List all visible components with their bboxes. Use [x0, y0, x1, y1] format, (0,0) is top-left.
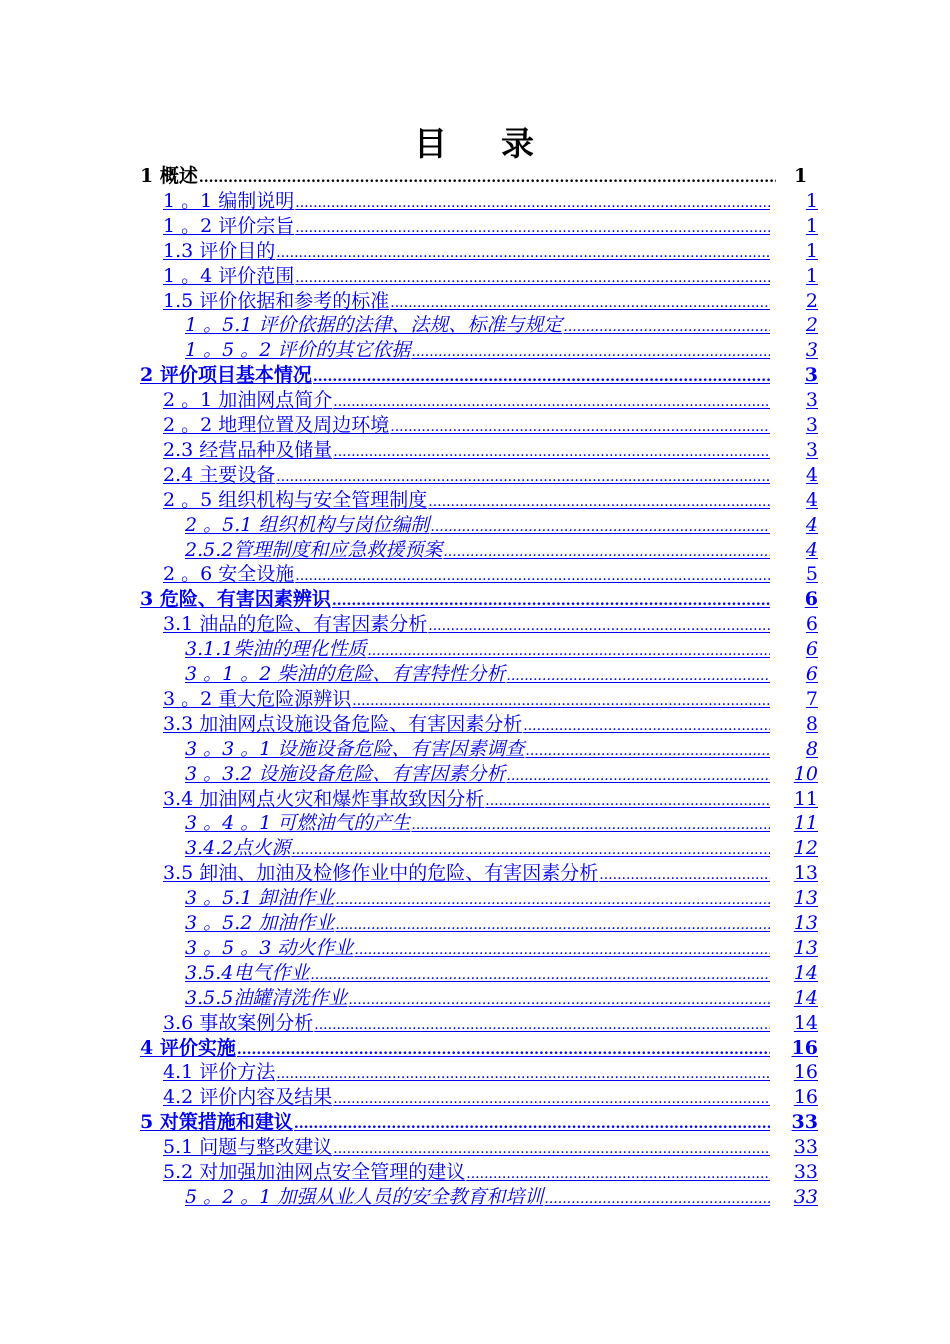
toc-entry: [140, 164, 818, 188]
toc-dot-leader: [352, 689, 770, 711]
toc-entry[interactable]: [163, 189, 818, 213]
toc-dot-leader: [428, 614, 770, 636]
toc-entry[interactable]: [163, 289, 818, 313]
page-title: [0, 122, 950, 166]
toc-entry-label: 3 。2 重大危险源辨识: [163, 687, 352, 710]
toc-entry[interactable]: [163, 562, 818, 586]
toc-entry-label: 2.5.2管理制度和应急救援预案: [185, 538, 443, 561]
toc-entry-label: 2 。1 加油网点简介: [163, 389, 333, 412]
toc-entry-page-number: 2: [805, 314, 818, 337]
toc-entry-page-number: 16: [793, 1061, 818, 1084]
toc-entry[interactable]: [163, 787, 818, 811]
toc-dot-leader: [310, 963, 770, 985]
toc-dot-leader: [348, 988, 770, 1010]
toc-entry[interactable]: [163, 239, 818, 263]
toc-entry-label: 1.5 评价依据和参考的标准: [163, 289, 390, 312]
toc-entry[interactable]: [140, 363, 818, 387]
toc-entry-page-number: 13: [793, 887, 818, 910]
toc-entry-label: 3.1 油品的危险、有害因素分析: [163, 613, 428, 636]
toc-entry-page-number: 6: [804, 588, 818, 611]
toc-entry-page-number: 33: [793, 1161, 818, 1183]
toc-dot-leader: [333, 440, 770, 462]
toc-dot-leader: [295, 191, 770, 213]
toc-entry-label: 2 。5 组织机构与安全管理制度: [163, 488, 428, 511]
toc-entry-page-number: 14: [793, 1011, 818, 1034]
toc-entry-page-number: 1: [805, 189, 818, 212]
toc-dot-leader: [199, 166, 776, 188]
toc-entry-label: 1 。5.1 评价依据的法律、法规、标准与规定: [185, 314, 563, 337]
toc-entry-page-number: 8: [805, 712, 818, 735]
toc-entry[interactable]: [163, 214, 818, 238]
toc-entry[interactable]: [185, 961, 818, 985]
toc-entry-label: 2.4 主要设备: [163, 463, 276, 486]
toc-dot-leader: [506, 764, 770, 786]
toc-entry-page-number: 8: [805, 737, 818, 760]
toc-entry-page-number: 13: [793, 862, 818, 885]
toc-entry-page-number: 33: [793, 1185, 818, 1208]
toc-dot-leader: [390, 415, 770, 437]
toc-entry[interactable]: [185, 513, 818, 537]
toc-dot-leader: [599, 863, 770, 885]
toc-entry-page-number: 3: [804, 364, 818, 387]
toc-entry-page-number: 3: [805, 438, 818, 461]
toc-entry[interactable]: [185, 313, 818, 337]
toc-dot-leader: [411, 340, 770, 362]
toc-entry-label: 1 概述: [140, 165, 198, 187]
toc-entry-label: 2 。6 安全设施: [163, 563, 295, 586]
toc-entry-page-number: 6: [805, 663, 818, 685]
toc-dot-leader: [295, 216, 770, 238]
toc-entry[interactable]: [163, 463, 818, 487]
toc-dot-leader: [563, 315, 770, 337]
toc-entry[interactable]: [185, 886, 818, 910]
toc-dot-leader: [332, 589, 770, 611]
toc-entry-label: 3.3 加油网点设施设备危险、有害因素分析: [163, 712, 523, 735]
toc-entry[interactable]: [140, 587, 818, 611]
toc-entry[interactable]: [185, 811, 818, 835]
toc-entry[interactable]: [163, 388, 818, 412]
toc-entry-page-number: 10: [793, 762, 818, 785]
toc-dot-leader: [333, 390, 770, 412]
toc-entry-page-number: 16: [793, 1086, 818, 1109]
toc-entry-label: 3.5.5油罐清洗作业: [185, 986, 348, 1009]
toc-entry[interactable]: [163, 1060, 818, 1084]
toc-entry-page-number: 3: [805, 414, 818, 436]
toc-entry-label: 3 。5.1 卸油作业: [185, 887, 335, 910]
toc-entry-label: 1 。4 评价范围: [163, 264, 295, 287]
toc-entry-label: 2 。2 地理位置及周边环境: [163, 414, 390, 436]
toc-dot-leader: [276, 465, 770, 487]
title-char-2: 录: [501, 124, 536, 163]
toc-entry[interactable]: [163, 687, 818, 711]
toc-dot-leader: [506, 664, 770, 686]
toc-entry-page-number: 4: [805, 488, 818, 511]
title-char-1: 目: [414, 124, 449, 163]
toc-entry[interactable]: [140, 1110, 818, 1134]
toc-entry-page-number: 4: [805, 513, 818, 536]
toc-entry-page-number: 1: [794, 165, 808, 187]
toc-entry[interactable]: [163, 712, 818, 736]
toc-dot-leader: [354, 938, 770, 960]
toc-entry[interactable]: [185, 338, 818, 362]
toc-entry-label: 5 。2 。1 加强从业人员的安全教育和培训: [185, 1185, 544, 1208]
toc-entry-page-number: 1: [805, 239, 818, 262]
toc-entry[interactable]: [185, 662, 818, 686]
toc-entry-label: 1 。5 。2 评价的其它依据: [185, 339, 411, 362]
toc-entry-page-number: 33: [793, 1136, 818, 1159]
toc-entry[interactable]: [185, 762, 818, 786]
toc-dot-leader: [291, 838, 770, 860]
toc-entry[interactable]: [185, 911, 818, 935]
toc-entry[interactable]: [185, 986, 818, 1010]
toc-entry[interactable]: [163, 1135, 818, 1159]
toc-entry-label: 3.4.2点火源: [185, 837, 291, 860]
toc-entry-label: 5.2 对加强加油网点安全管理的建议: [163, 1161, 466, 1183]
toc-entry[interactable]: [185, 836, 818, 860]
toc-dot-leader: [390, 291, 770, 313]
toc-entry-page-number: 3: [805, 389, 818, 412]
toc-dot-leader: [485, 789, 770, 811]
toc-entry-page-number: 16: [791, 1036, 818, 1059]
toc-entry-page-number: 1: [805, 264, 818, 287]
toc-dot-leader: [237, 1038, 770, 1060]
toc-entry[interactable]: [163, 488, 818, 512]
toc-entry-label: 3 。5 。3 动火作业: [185, 936, 354, 959]
toc-entry-label: 3 。5.2 加油作业: [185, 912, 335, 934]
toc-entry-label: 3.5.4电气作业: [185, 961, 310, 984]
toc-entry-label: 3.4 加油网点火灾和爆炸事故致因分析: [163, 787, 485, 810]
toc-entry[interactable]: [163, 438, 818, 462]
toc-entry-label: 3 危险、有害因素辨识: [140, 588, 331, 611]
toc-dot-leader: [333, 1137, 770, 1159]
toc-entry-page-number: 14: [793, 986, 818, 1009]
toc-entry-page-number: 3: [805, 339, 818, 362]
toc-dot-leader: [333, 1087, 770, 1109]
toc-entry-label: 5.1 问题与整改建议: [163, 1136, 333, 1159]
toc-entry-label: 3.1.1柴油的理化性质: [185, 638, 367, 661]
toc-entry[interactable]: [163, 1085, 818, 1109]
toc-entry-label: 3.6 事故案例分析: [163, 1011, 314, 1034]
toc-dot-leader: [443, 540, 770, 562]
toc-entry[interactable]: [185, 637, 818, 661]
toc-entry-page-number: 13: [793, 912, 818, 934]
toc-entry-label: 3 。4 。1 可燃油气的产生: [185, 812, 411, 835]
toc-entry[interactable]: [163, 861, 818, 885]
toc-entry-label: 1.3 评价目的: [163, 239, 276, 262]
toc-entry[interactable]: [185, 538, 818, 562]
toc-dot-leader: [313, 365, 770, 387]
toc-entry-label: 1 。2 评价宗旨: [163, 214, 295, 237]
toc-dot-leader: [335, 888, 770, 910]
toc-entry-page-number: 11: [793, 787, 818, 810]
toc-dot-leader: [523, 714, 770, 736]
toc-dot-leader: [428, 490, 770, 512]
toc-entry-label: 3 。3.2 设施设备危险、有害因素分析: [185, 762, 506, 785]
toc-entry-label: 3 。3 。1 设施设备危险、有害因素调查: [185, 737, 525, 760]
toc-dot-leader: [295, 266, 770, 288]
toc-entry-page-number: 6: [805, 613, 818, 636]
toc-dot-leader: [294, 1112, 770, 1134]
toc-entry[interactable]: [163, 612, 818, 636]
toc-dot-leader: [430, 515, 770, 537]
toc-dot-leader: [295, 564, 770, 586]
toc-entry-label: 2 。5.1 组织机构与岗位编制: [185, 513, 430, 536]
toc-dot-leader: [314, 1013, 770, 1035]
toc-entry[interactable]: [163, 264, 818, 288]
toc-entry-label: 5 对策措施和建议: [140, 1111, 293, 1134]
toc-dot-leader: [335, 913, 770, 935]
toc-entry-page-number: 14: [793, 961, 818, 984]
toc-entry-label: 2.3 经营品种及储量: [163, 438, 333, 461]
toc-entry-label: 3 。1 。2 柴油的危险、有害特性分析: [185, 663, 506, 685]
toc-entry-label: 4.1 评价方法: [163, 1061, 276, 1084]
toc-entry[interactable]: [163, 1011, 818, 1035]
toc-entry-label: 4 评价实施: [140, 1036, 236, 1059]
toc-entry-label: 3.5 卸油、加油及检修作业中的危险、有害因素分析: [163, 862, 599, 885]
toc-entry-page-number: 6: [805, 638, 818, 661]
toc-entry-label: 1 。1 编制说明: [163, 189, 295, 212]
toc-entry[interactable]: [163, 1160, 818, 1184]
toc-dot-leader: [544, 1187, 770, 1209]
toc-dot-leader: [525, 739, 770, 761]
toc-dot-leader: [367, 639, 770, 661]
toc-entry-page-number: 4: [805, 538, 818, 561]
toc-entry-page-number: 11: [793, 812, 818, 835]
toc-entry-label: 2 评价项目基本情况: [140, 364, 312, 387]
toc-entry-page-number: 12: [793, 837, 818, 860]
toc-dot-leader: [276, 241, 770, 263]
toc-entry[interactable]: [185, 1185, 818, 1209]
toc-entry[interactable]: [185, 737, 818, 761]
toc-entry[interactable]: [185, 936, 818, 960]
toc-entry-page-number: 33: [791, 1111, 818, 1134]
toc-dot-leader: [276, 1062, 770, 1084]
toc-entry-page-number: 7: [805, 687, 818, 710]
toc-entry-label: 4.2 评价内容及结果: [163, 1086, 333, 1109]
toc-entry[interactable]: [163, 413, 818, 437]
toc-entry-page-number: 1: [805, 214, 818, 237]
toc-dot-leader: [411, 813, 770, 835]
toc-entry-page-number: 4: [805, 463, 818, 486]
toc-entry-page-number: 13: [793, 936, 818, 959]
toc-dot-leader: [466, 1162, 770, 1184]
toc-entry[interactable]: [140, 1036, 818, 1060]
toc-entry-page-number: 2: [805, 289, 818, 312]
toc-entry-page-number: 5: [805, 563, 818, 586]
